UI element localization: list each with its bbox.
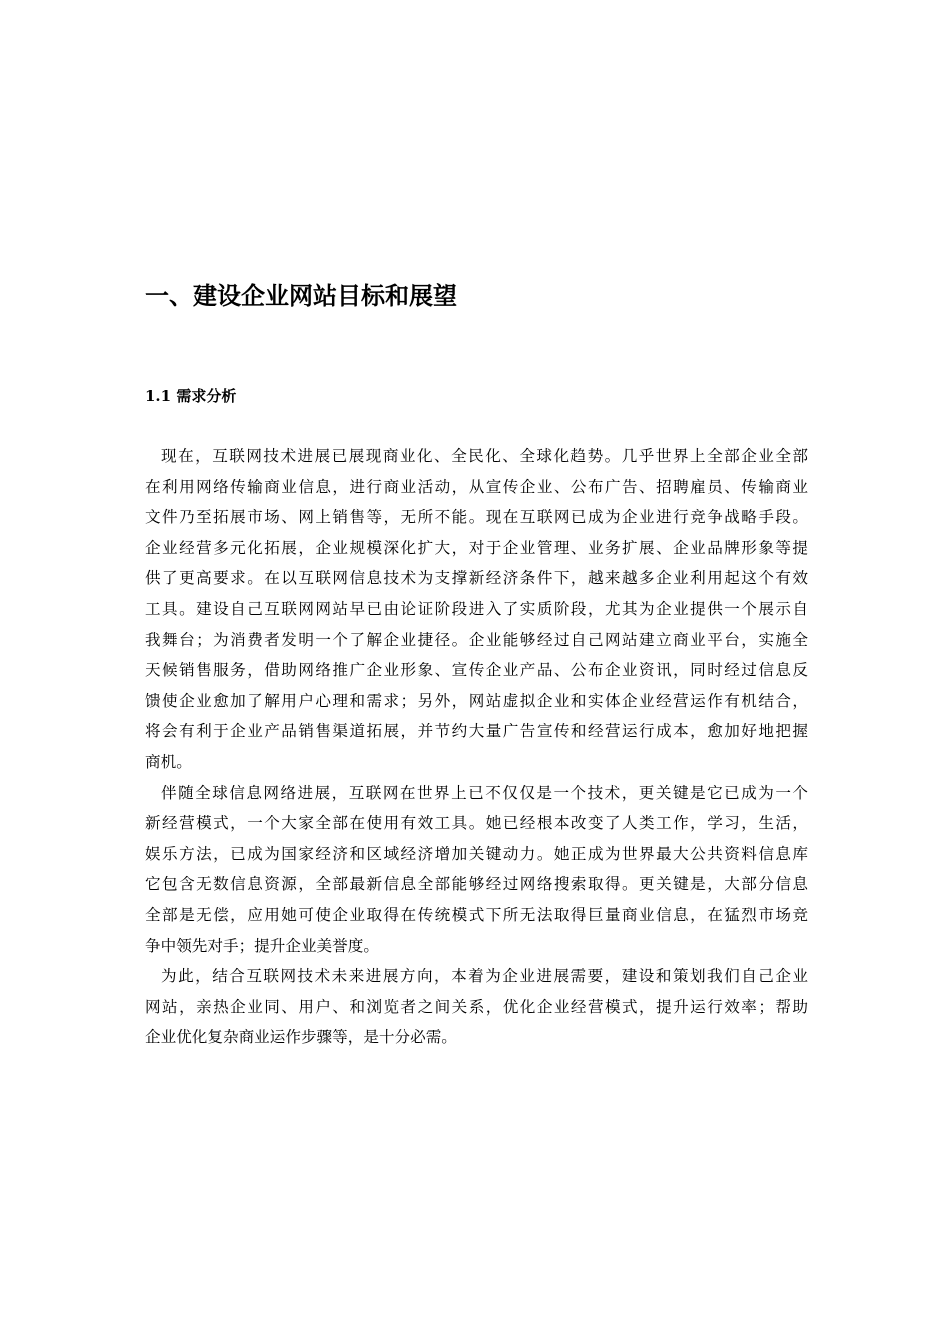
paragraph-line: 网站，亲热企业同、用户、和浏览者之间关系，优化企业经营模式，提升运行效率；帮助 [145, 997, 808, 1016]
paragraph-line: 企业优化复杂商业运作步骤等，是十分必需。 [145, 1028, 457, 1047]
paragraph-line: 供了更高要求。在以互联网信息技术为支撑新经济条件下，越来越多企业利用起这个有效 [145, 569, 808, 588]
paragraph-line: 工具。建设自己互联网网站早已由论证阶段进入了实质阶段，尤其为企业提供一个展示自 [145, 599, 808, 618]
paragraph-line: 伴随全球信息网络进展，互联网在世界上已不仅仅是一个技术，更关键是它已成为一个 [161, 783, 808, 802]
paragraph [145, 441, 808, 778]
body-text [145, 441, 808, 1053]
paragraph-line: 争中领先对手；提升企业美誉度。 [145, 936, 379, 955]
paragraph-line: 馈使企业愈加了解用户心理和需求；另外，网站虚拟企业和实体企业经营运作有机结合， [145, 691, 808, 710]
paragraph-line: 将会有利于企业产品销售渠道拓展，并节约大量广告宣传和经营运行成本，愈加好地把握 [145, 722, 808, 741]
paragraph-line: 新经营模式，一个大家全部在使用有效工具。她已经根本改变了人类工作，学习，生活， [145, 814, 808, 833]
paragraph-line: 企业经营多元化拓展，企业规模深化扩大，对于企业管理、业务扩展、企业品牌形象等提 [145, 538, 808, 557]
paragraph-line: 现在，互联网技术进展已展现商业化、全民化、全球化趋势。几乎世界上全部企业全部 [161, 447, 808, 465]
paragraph [145, 961, 808, 1053]
paragraph [145, 778, 808, 962]
subsection-heading: 1.1 需求分析 [145, 387, 237, 405]
paragraph-line: 在利用网络传输商业信息，进行商业活动，从宣传企业、公布广告、招聘雇员、传输商业 [145, 477, 808, 496]
section-heading: 一、建设企业网站目标和展望 [145, 281, 457, 310]
paragraph-line: 文件乃至拓展市场、网上销售等，无所不能。现在互联网已成为企业进行竞争战略手段。 [145, 508, 808, 527]
paragraph-line: 全部是无偿，应用她可使企业取得在传统模式下所无法取得巨量商业信息，在猛烈市场竞 [145, 905, 808, 924]
paragraph-line: 它包含无数信息资源，全部最新信息全部能够经过网络搜索取得。更关键是，大部分信息 [145, 875, 808, 894]
paragraph-line: 娱乐方法，已成为国家经济和区域经济增加关键动力。她正成为世界最大公共资料信息库 [145, 844, 808, 863]
paragraph-line: 商机。 [145, 752, 192, 771]
paragraph-line: 为此，结合互联网技术未来进展方向，本着为企业进展需要，建设和策划我们自己企业 [161, 967, 808, 986]
paragraph-line: 天候销售服务，借助网络推广企业形象、宣传企业产品、公布企业资讯，同时经过信息反 [145, 661, 808, 680]
paragraph-line: 我舞台；为消费者发明一个了解企业捷径。企业能够经过自己网站建立商业平台，实施全 [145, 630, 808, 649]
